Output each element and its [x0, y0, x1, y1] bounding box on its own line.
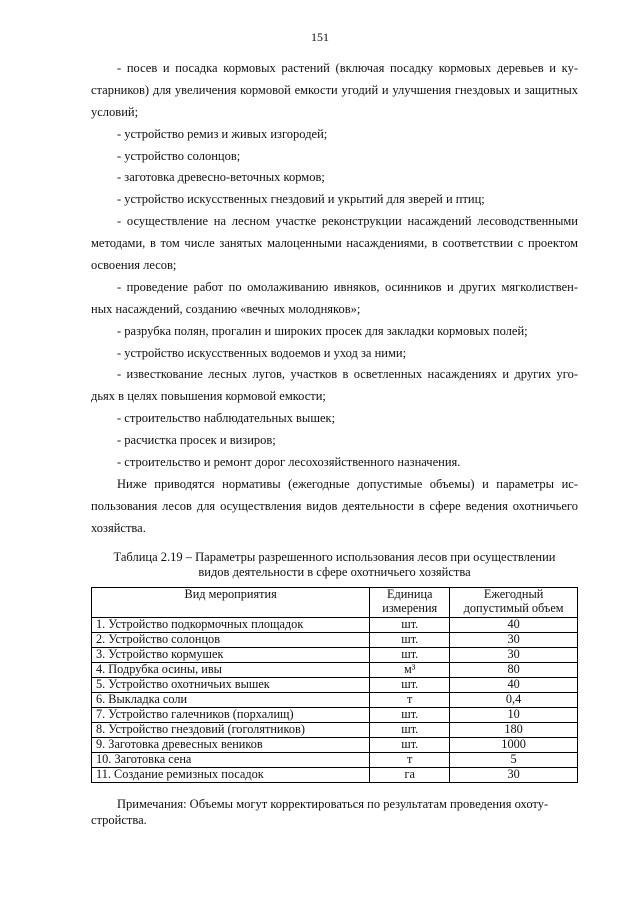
text-line: - строительство и ремонт дорог лесохозяйственного назначения.: [117, 455, 461, 470]
table-note: [91, 797, 578, 828]
text-line: - устройство искусственных водоемов и уход за ними;: [117, 345, 407, 360]
cell-value: 40: [450, 618, 578, 633]
paragraph: [91, 211, 578, 277]
note-line: Примечания: Объемы могут корректироваться по результатам проведения охоту-: [117, 797, 549, 811]
cell-activity: 5. Устройство охотничьих вышек: [92, 678, 370, 693]
cell-unit: шт.: [370, 723, 450, 738]
paragraph: [91, 146, 578, 168]
cell-unit: шт.: [370, 738, 450, 753]
cell-activity: 7. Устройство галечников (порхалищ): [92, 708, 370, 723]
text-line: освоения лесов;: [91, 258, 177, 273]
cell-unit: га: [370, 768, 450, 783]
table-row: [92, 723, 578, 738]
note-line: стройства.: [91, 812, 147, 827]
cell-value: 30: [450, 633, 578, 648]
text-line: Ниже приводятся нормативы (ежегодные допустимые объемы) и параметры ис-: [117, 476, 578, 491]
text-line: - устройство солонцов;: [117, 148, 241, 163]
cell-value: 0,4: [450, 693, 578, 708]
parameters-table: [91, 587, 578, 783]
table-caption-line: Таблица 2.19 – Параметры разрешенного использования лесов при осуществлении: [113, 550, 556, 564]
paragraph: [91, 321, 578, 343]
header-volume-line: Ежегодный: [483, 587, 544, 601]
text-line: ных насаждений, созданию «вечных молодняков»;: [91, 301, 361, 316]
paragraph: [91, 430, 578, 452]
table-row: [92, 633, 578, 648]
cell-activity: 11. Создание ремизных посадок: [92, 768, 370, 783]
text-line: пользования лесов для осуществления видов деятельности в сфере ведения охотничьего: [91, 498, 578, 513]
text-line: дьях в целях повышения кормовой емкости;: [91, 389, 326, 404]
header-unit: [370, 588, 450, 618]
paragraph: [91, 167, 578, 189]
cell-activity: 4. Подрубка осины, ивы: [92, 663, 370, 678]
cell-value: 40: [450, 678, 578, 693]
cell-activity: 8. Устройство гнездовий (гоголятников): [92, 723, 370, 738]
paragraph: [91, 343, 578, 365]
table-row: [92, 618, 578, 633]
cell-activity: 1. Устройство подкормочных площадок: [92, 618, 370, 633]
text-line: - посев и посадка кормовых растений (включая посадку кормовых деревьев и ку-: [117, 61, 578, 75]
cell-unit: шт.: [370, 618, 450, 633]
cell-activity: 9. Заготовка древесных веников: [92, 738, 370, 753]
header-volume: [450, 588, 578, 618]
text-line: - осуществление на лесном участке реконструкции насаждений лесоводственными: [117, 214, 578, 229]
body-text: [91, 58, 578, 540]
table-row: [92, 708, 578, 723]
cell-unit: шт.: [370, 708, 450, 723]
table-caption-line: видов деятельности в сфере охотничьего хозяйства: [198, 565, 471, 579]
cell-activity: 2. Устройство солонцов: [92, 633, 370, 648]
cell-unit: шт.: [370, 633, 450, 648]
text-line: - известкование лесных лугов, участков в осветленных насаждениях и других уго-: [117, 367, 578, 382]
table-row: [92, 738, 578, 753]
cell-unit: м³: [370, 663, 450, 678]
text-line: - строительство наблюдательных вышек;: [117, 411, 336, 426]
cell-value: 10: [450, 708, 578, 723]
cell-activity: 10. Заготовка сена: [92, 753, 370, 768]
paragraph: [91, 364, 578, 408]
text-line: условий;: [91, 104, 139, 119]
text-line: - устройство искусственных гнездовий и укрытий для зверей и птиц;: [117, 192, 485, 207]
cell-value: 5: [450, 753, 578, 768]
header-activity: Вид мероприятия: [92, 588, 370, 618]
page-number: 151: [311, 30, 329, 44]
cell-value: 80: [450, 663, 578, 678]
cell-unit: шт.: [370, 648, 450, 663]
text-line: - устройство ремиз и живых изгородей;: [117, 126, 328, 141]
paragraph: [91, 58, 578, 124]
cell-value: 30: [450, 648, 578, 663]
table-row: [92, 753, 578, 768]
header-unit-line: Единица: [386, 587, 433, 601]
paragraph: [91, 277, 578, 321]
table-row: [92, 663, 578, 678]
table-row: [92, 693, 578, 708]
cell-value: 180: [450, 723, 578, 738]
table-caption: [91, 550, 578, 580]
text-line: хозяйства.: [91, 520, 146, 535]
table-row: [92, 648, 578, 663]
cell-value: 30: [450, 768, 578, 783]
cell-activity: 3. Устройство кормушек: [92, 648, 370, 663]
table-row: [92, 678, 578, 693]
paragraph: [91, 452, 578, 474]
paragraph: [91, 189, 578, 211]
header-volume-line: допустимый объем: [463, 600, 564, 615]
paragraph: [91, 124, 578, 146]
header-unit-line: измерения: [382, 600, 438, 615]
text-line: методами, в том числе занятых малоценными насаждениями, в соответствии с проектом: [91, 236, 578, 251]
text-line: старников) для увеличения кормовой емкости угодий и улучшения гнездовых и защитных: [91, 82, 578, 97]
cell-unit: шт.: [370, 678, 450, 693]
cell-value: 1000: [450, 738, 578, 753]
cell-activity: 6. Выкладка соли: [92, 693, 370, 708]
text-line: - проведение работ по омолаживанию ивняков, осинников и других мягколиствен-: [117, 279, 578, 294]
text-line: - разрубка полян, прогалин и широких просек для закладки кормовых полей;: [117, 323, 528, 338]
cell-unit: т: [370, 753, 450, 768]
cell-unit: т: [370, 693, 450, 708]
table-body: [92, 618, 578, 783]
paragraph: [91, 408, 578, 430]
text-line: - расчистка просек и визиров;: [117, 433, 276, 448]
text-line: - заготовка древесно-веточных кормов;: [117, 170, 325, 185]
paragraph: [91, 474, 578, 540]
table-row: [92, 768, 578, 783]
table-header-row: [92, 588, 578, 618]
